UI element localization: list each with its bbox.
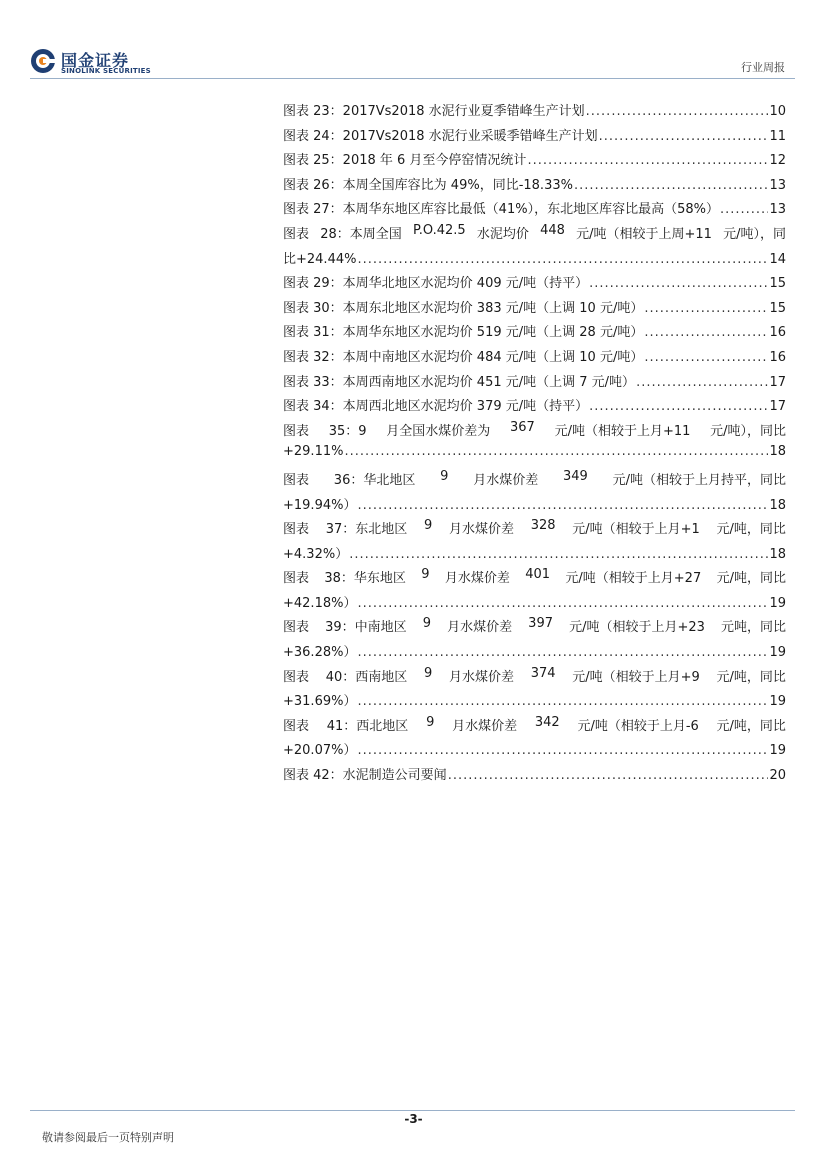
toc-line bbox=[283, 641, 786, 666]
dot-leader bbox=[644, 350, 768, 365]
toc-entry-text: 图表 40：西南地区 9 月水煤价差 374 元/吨（相较于上月+9 元/吨，同比 bbox=[283, 665, 786, 685]
toc-entry[interactable] bbox=[283, 174, 786, 199]
toc-line bbox=[283, 739, 786, 764]
toc-entry-text: 图表 31：本周华东地区水泥均价 519 元/吨（上调 28 元/吨） bbox=[283, 325, 644, 341]
toc-line bbox=[283, 223, 786, 248]
toc-entry-text: +20.07%） bbox=[283, 743, 357, 759]
toc-entry-text: +36.28%） bbox=[283, 645, 357, 661]
toc-entry-text: 图表 37：东北地区 9 月水煤价差 328 元/吨（相较于上月+1 元/吨，同比 bbox=[283, 518, 786, 538]
toc-line bbox=[283, 395, 786, 420]
toc-entry-text: 图表 38：华东地区 9 月水煤价差 401 元/吨（相较于上月+27 元/吨，同比 bbox=[283, 567, 786, 587]
toc-page-number: 13 bbox=[769, 177, 786, 193]
toc-line bbox=[283, 346, 786, 371]
toc-page-number: 18 bbox=[769, 546, 786, 562]
page-number: -3- bbox=[404, 1112, 423, 1126]
toc-line bbox=[283, 666, 786, 691]
dot-leader bbox=[644, 301, 768, 316]
toc-page-number: 20 bbox=[769, 768, 786, 784]
toc-page-number: 12 bbox=[769, 153, 786, 169]
toc-entry-text: 图表 42：水泥制造公司要闻 bbox=[283, 768, 447, 784]
toc-page-number: 16 bbox=[769, 325, 786, 341]
toc-entry[interactable] bbox=[283, 518, 786, 567]
dot-leader bbox=[644, 325, 768, 340]
toc-entry-text: 图表 32：本周中南地区水泥均价 484 元/吨（上调 10 元/吨） bbox=[283, 349, 644, 365]
toc-page-number: 11 bbox=[769, 128, 786, 144]
toc-line bbox=[283, 764, 786, 789]
toc-entry[interactable] bbox=[283, 666, 786, 715]
toc-entry-text: 图表 28：本周全国 P.O.42.5 水泥均价 448 元/吨（相较于上周+11 元/吨），同 bbox=[283, 222, 786, 242]
toc-page-number: 17 bbox=[769, 374, 786, 390]
toc-page-number: 18 bbox=[769, 497, 786, 513]
toc-line bbox=[283, 567, 786, 592]
dot-leader bbox=[599, 129, 769, 144]
toc-entry[interactable] bbox=[283, 223, 786, 272]
toc-line bbox=[283, 100, 786, 125]
logo-chinese-name: 国金证券 bbox=[61, 51, 130, 70]
sinolink-logo-icon bbox=[30, 48, 56, 74]
logo-english-name: SINOLINK SECURITIES bbox=[61, 67, 151, 75]
dot-leader bbox=[357, 596, 768, 611]
dot-leader bbox=[357, 498, 768, 513]
toc-line bbox=[283, 371, 786, 396]
toc-entry-text: 图表 41：西北地区 9 月水煤价差 342 元/吨（相较于上月-6 元/吨，同比 bbox=[283, 714, 786, 734]
toc-line bbox=[283, 149, 786, 174]
toc-entry-text: 图表 29：本周华北地区水泥均价 409 元/吨（持平） bbox=[283, 276, 589, 292]
toc-line bbox=[283, 420, 786, 445]
toc-line bbox=[283, 174, 786, 199]
toc-line bbox=[283, 494, 786, 519]
toc-page-number: 15 bbox=[769, 300, 786, 316]
toc-page-number: 13 bbox=[769, 202, 786, 218]
toc-entry[interactable] bbox=[283, 198, 786, 223]
toc-entry-text: 图表 34：本周西北地区水泥均价 379 元/吨（持平） bbox=[283, 399, 589, 415]
dot-leader bbox=[357, 743, 768, 758]
dot-leader bbox=[636, 375, 768, 390]
toc-page-number: 14 bbox=[769, 251, 786, 267]
toc-entry-text: 图表 24：2017Vs2018 水泥行业采暖季错峰生产计划 bbox=[283, 128, 598, 144]
toc-line bbox=[283, 321, 786, 346]
toc-page-number: 15 bbox=[769, 276, 786, 292]
toc-page-number: 16 bbox=[769, 349, 786, 365]
toc-entry[interactable] bbox=[283, 567, 786, 616]
dot-leader bbox=[349, 547, 768, 562]
dot-leader bbox=[720, 202, 768, 217]
disclaimer-note: 敬请参阅最后一页特别声明 bbox=[42, 1131, 174, 1144]
toc-entry[interactable] bbox=[283, 149, 786, 174]
toc-page-number: 19 bbox=[769, 694, 786, 710]
toc-entry[interactable] bbox=[283, 125, 786, 150]
toc-page-number: 19 bbox=[769, 595, 786, 611]
toc-line bbox=[283, 125, 786, 150]
dot-leader bbox=[527, 153, 768, 168]
toc-entry[interactable] bbox=[283, 321, 786, 346]
toc-entry[interactable] bbox=[283, 100, 786, 125]
page-header bbox=[0, 0, 827, 80]
toc-line bbox=[283, 444, 786, 469]
toc-line bbox=[283, 690, 786, 715]
toc-entry-text: 图表 25：2018 年 6 月至今停窑情况统计 bbox=[283, 153, 527, 169]
toc-entry[interactable] bbox=[283, 469, 786, 518]
toc-entry-text: 图表 23：2017Vs2018 水泥行业夏季错峰生产计划 bbox=[283, 104, 585, 119]
dot-leader bbox=[586, 104, 769, 119]
toc-line bbox=[283, 715, 786, 740]
toc-entry[interactable] bbox=[283, 395, 786, 420]
toc-entry-text: 图表 36：华北地区 9 月水煤价差 349 元/吨（相较于上月持平，同比 bbox=[283, 468, 786, 488]
toc-line bbox=[283, 248, 786, 273]
toc-entry[interactable] bbox=[283, 272, 786, 297]
toc-entry-text: +29.11% bbox=[283, 444, 344, 460]
toc-line bbox=[283, 198, 786, 223]
toc-entry[interactable] bbox=[283, 420, 786, 469]
toc-entry-text: 图表 27：本周华东地区库容比最低（41%），东北地区库容比最高（58%） bbox=[283, 202, 719, 218]
toc-page-number: 17 bbox=[769, 399, 786, 415]
toc-line bbox=[283, 297, 786, 322]
dot-leader bbox=[357, 252, 768, 267]
toc-entry[interactable] bbox=[283, 616, 786, 665]
dot-leader bbox=[589, 276, 768, 291]
toc-line bbox=[283, 469, 786, 494]
toc-page-number: 19 bbox=[769, 743, 786, 759]
toc-line bbox=[283, 543, 786, 568]
header-divider bbox=[30, 78, 795, 79]
toc-entry-text: +19.94%） bbox=[283, 497, 357, 513]
toc-entry-text: 图表 35：9 月全国水煤价差为 367 元/吨（相较于上月+11 元/吨），同比 bbox=[283, 419, 786, 439]
report-type-label: 行业周报 bbox=[741, 61, 785, 74]
dot-leader bbox=[448, 768, 769, 783]
toc-entry-text: 图表 26：本周全国库容比为 49%，同比-18.33% bbox=[283, 177, 573, 193]
toc-entry-text: 图表 33：本周西南地区水泥均价 451 元/吨（上调 7 元/吨） bbox=[283, 374, 636, 390]
toc-line bbox=[283, 592, 786, 617]
toc-entry-text: 图表 39：中南地区 9 月水煤价差 397 元/吨（相较于上月+23 元吨，同比 bbox=[283, 616, 786, 636]
toc-entry-text: +31.69%） bbox=[283, 694, 357, 710]
toc-entry[interactable] bbox=[283, 297, 786, 322]
toc-line bbox=[283, 272, 786, 297]
toc-entry[interactable] bbox=[283, 371, 786, 396]
toc-line bbox=[283, 616, 786, 641]
footer-divider bbox=[30, 1110, 795, 1111]
dot-leader bbox=[574, 178, 768, 193]
toc-entry[interactable] bbox=[283, 715, 786, 764]
toc-entry-text: +42.18%） bbox=[283, 595, 357, 611]
toc-page-number: 10 bbox=[769, 104, 786, 119]
dot-leader bbox=[357, 694, 768, 709]
toc-entry-text: +4.32%） bbox=[283, 546, 349, 562]
dot-leader bbox=[357, 645, 768, 660]
toc-entry-text: 图表 30：本周东北地区水泥均价 383 元/吨（上调 10 元/吨） bbox=[283, 300, 644, 316]
toc-entry-text: 比+24.44% bbox=[283, 251, 357, 267]
toc-line bbox=[283, 518, 786, 543]
toc-entry[interactable] bbox=[283, 346, 786, 371]
toc-page-number: 18 bbox=[769, 444, 786, 460]
dot-leader bbox=[344, 444, 768, 459]
toc-page-number: 19 bbox=[769, 645, 786, 661]
dot-leader bbox=[589, 399, 768, 414]
figure-list bbox=[283, 100, 786, 789]
toc-entry[interactable] bbox=[283, 764, 786, 789]
